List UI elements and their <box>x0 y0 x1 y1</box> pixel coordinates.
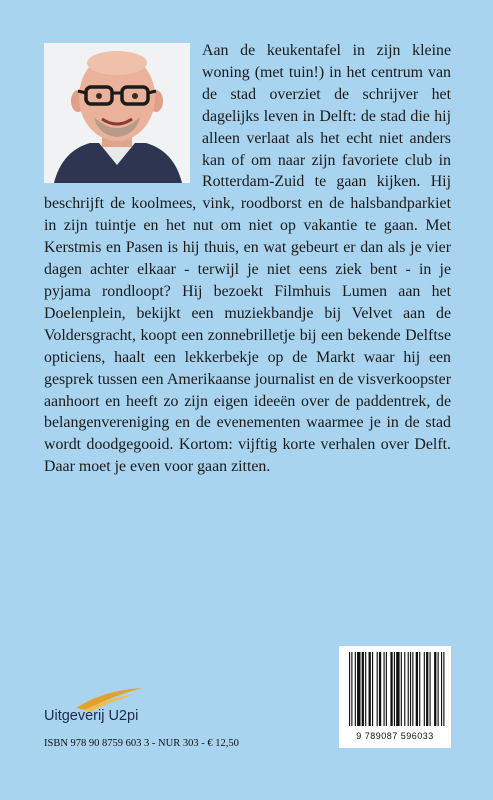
barcode-bar <box>396 652 399 726</box>
barcode-bar <box>412 652 413 726</box>
blurb-text: Aan de keukentafel in zijn kleine woning (met tuin!) in het centrum van de stad overziet de schrijver het dagelijks leven in Delft: de stad die hij alleen verlaat als het echt niet anders kan of om naar zijn favoriete club in Rotterdam-Zuid te gaan kijken. Hij beschrijft de koolmees, vink, roodborst en de halsbandparkiet in zijn tuintje en het nut om niet op vakantie te gaan. Met Kerstmis en Pasen is hij thuis, en wat gebeurt er dan als je vier dagen achter elkaar - terwijl je niet eens ziek bent - in je pyjama rondloopt? Hij bezoekt Filmhuis Lumen aan het Doelenplein, bekijkt een muziekbandje bij Velvet aan de Voldersgracht, koopt een zonnebrilletje bij een bekende Delftse opticiens, haalt een lekkerbekje op de Markt waar hij een gesprek tussen een Amerikaanse journalist en de visverkoopster aanhoort en heeft zo zijn eigen ideeën over de paddentrek, de belangenvereniging en de evenementen waarmee je in de stad wordt doodgegooid. Kortom: vijftig korte verhalen over Delft. Daar moet je even voor gaan zitten. <box>44 42 451 476</box>
barcode-bar <box>351 652 352 726</box>
barcode-bar <box>384 652 385 726</box>
barcode-bar <box>424 652 425 726</box>
barcode-bar <box>401 652 402 726</box>
isbn-price-line: ISBN 978 90 8759 603 3 - NUR 303 - € 12,50 <box>44 738 239 749</box>
barcode-bar <box>430 652 431 726</box>
barcode-bar <box>369 652 371 726</box>
barcode-bar <box>365 652 366 726</box>
barcode-bar <box>386 652 387 726</box>
isbn-barcode <box>339 646 451 748</box>
barcode-bar <box>441 652 442 726</box>
barcode-bar <box>372 652 373 726</box>
barcode-bar <box>416 652 418 726</box>
barcode-bar <box>362 652 364 726</box>
barcode-bar <box>404 652 405 726</box>
barcode-bar <box>434 652 436 726</box>
barcode-bar <box>357 652 360 726</box>
barcode-bar <box>349 652 350 726</box>
barcode-bars <box>345 652 445 730</box>
barcode-bar <box>394 652 395 726</box>
barcode-bar <box>377 652 378 726</box>
barcode-bar <box>355 652 356 726</box>
publisher-logo <box>44 684 184 744</box>
barcode-digits: 9 789087 596033 <box>356 731 434 741</box>
barcode-bar <box>408 652 409 726</box>
publisher-name: Uitgeverij U2pi <box>44 708 139 724</box>
barcode-bar <box>426 652 428 726</box>
barcode-bar <box>390 652 392 726</box>
barcode-bar <box>443 652 444 726</box>
barcode-bar <box>438 652 439 726</box>
author-photo <box>44 43 190 183</box>
barcode-bar <box>410 652 411 726</box>
barcode-bar <box>379 652 381 726</box>
barcode-bar <box>419 652 420 726</box>
